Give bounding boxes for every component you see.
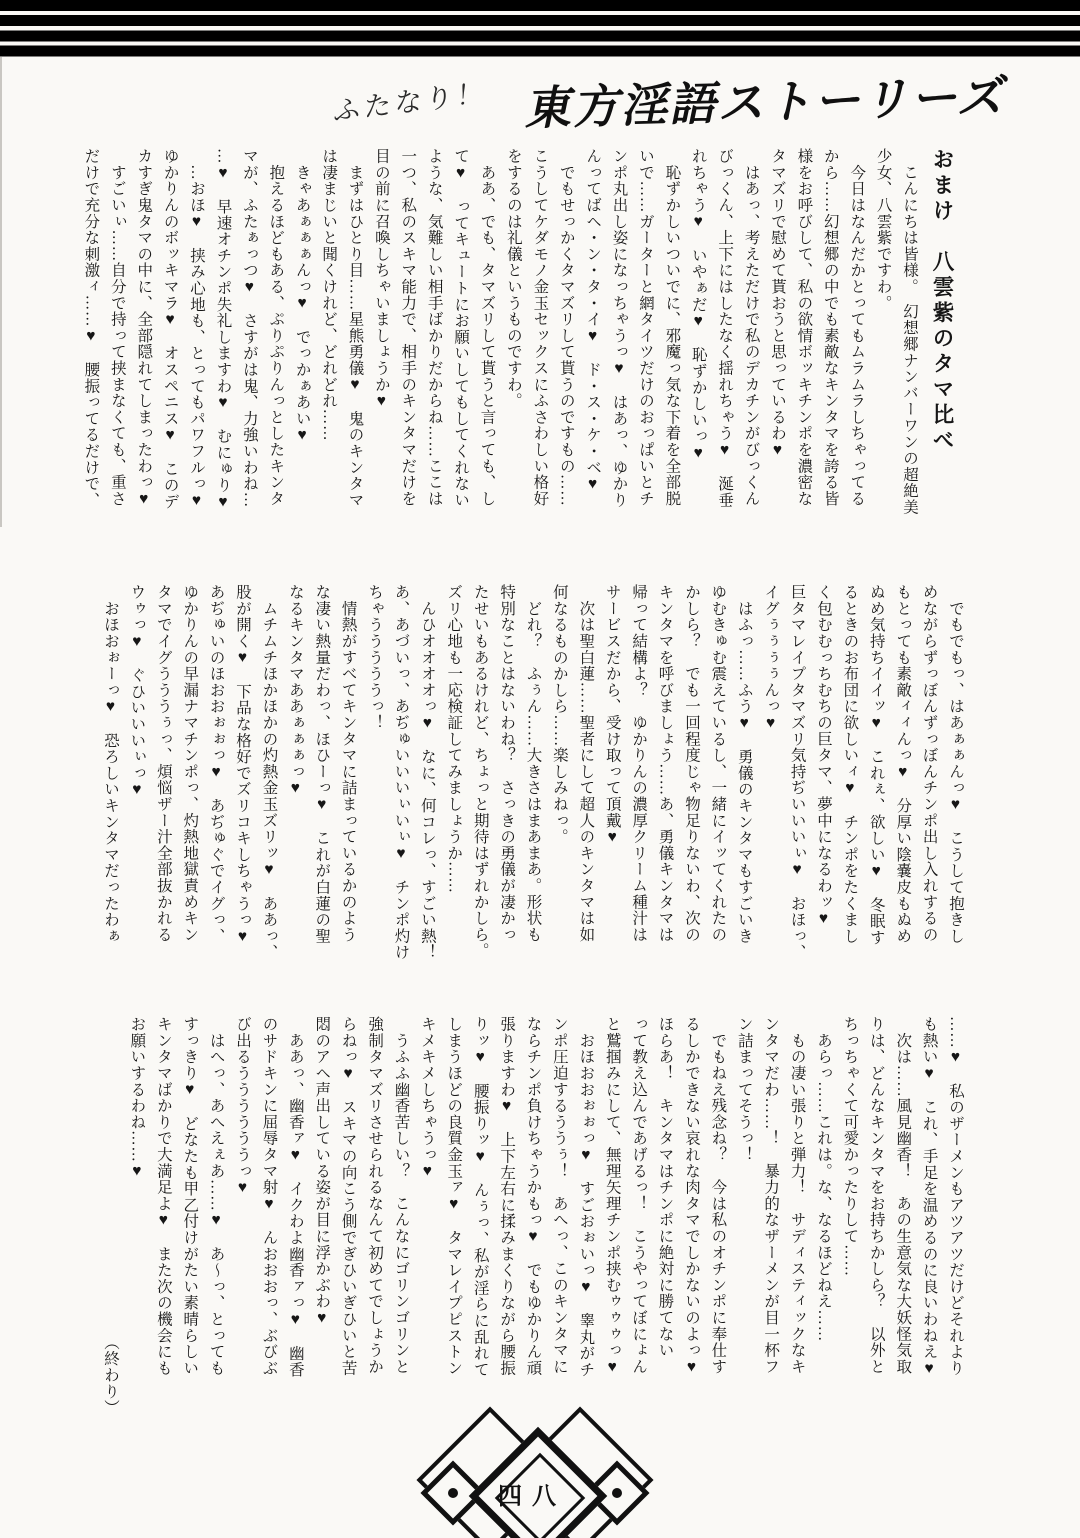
- text-column: ちゃうううううっ！: [366, 584, 384, 731]
- text-column: すっきり♥ どなたも甲乙付けがたい素晴らしい: [181, 1016, 199, 1377]
- text-column: ほらあ！ キンタマはチンポに絶対に勝てない: [656, 1016, 674, 1359]
- text-column: 張りますわ♥ 上下左右に揉みまくりながら腰振: [498, 1016, 516, 1377]
- text-column: をするのは礼儀というものですわ。: [504, 148, 522, 409]
- text-column: りッ♥ 腰振りッ♥ んぅっ、私が淫らに乱れて: [471, 1016, 489, 1378]
- text-column: らねっ♥ スキマの向こう側でぎひいぎひいと苦: [339, 1016, 357, 1377]
- text-column: ……♥ 私のザーメンもアツアツだけどそれより: [947, 1016, 964, 1377]
- text-column: 情熱がすべてキンタマに詰まっているかのよう: [339, 584, 357, 943]
- text-column: しまうほどの良質金玉ァ♥ タマレイプピストン: [445, 1016, 463, 1377]
- text-column: キンタマを呼びましょう……あ、勇儀キンタマは: [656, 584, 674, 943]
- text-block-1: [77, 148, 968, 592]
- text-column: な凄い熱量だわっ、ほひーっ♥ これが白蓮の聖: [313, 584, 331, 945]
- text-column: のサドキンに屈辱タマ射♥ んおおおっ、ぶびぶ: [260, 1016, 278, 1377]
- text-column: …♥ 早速オチンポ失礼しますわ♥ むにゅり♥: [214, 148, 232, 512]
- text-column: キメキメしちゃうっ♥: [418, 1016, 436, 1181]
- text-column: ムチムチほかほかの灼熱金玉ズリッ♥ ああっ、: [260, 584, 278, 961]
- text-column: て♥ ってキュートにお願いしてもしてくれない: [452, 148, 470, 509]
- top-stripes-decoration: [0, 0, 1080, 57]
- text-column: こんにちは皆様。 幻想郷ナンバーワンの超絶美: [901, 148, 918, 516]
- text-column: 帰って結構よ？ ゆかりんの濃厚クリーム種汁は: [630, 584, 648, 943]
- text-column: ような、気難しい相手ばかりだからね……ここは: [425, 148, 443, 507]
- text-column: タマズリで慰めて貰おうと思っているわ♥: [768, 148, 786, 460]
- text-column: 次は聖白蓮……聖者にして超人のキンタマは如: [577, 584, 595, 943]
- section-heading: おまけ 八雲紫のタマ比べ: [930, 148, 954, 454]
- text-column: 抱えるほどもある、ぷりぷりんっとしたキンタ: [267, 148, 285, 507]
- text-column: もの凄い張りと弾力！ サディスティックなキ: [788, 1016, 806, 1375]
- text-column: カすぎ鬼タマの中に、全部隠れてしまったわっ♥: [135, 148, 153, 509]
- text-column: なるキンタマああぁぁぁっ♥: [286, 584, 304, 798]
- text-column: はへっ、あへえぇあ……♥ あ～っ、とっても: [207, 1016, 225, 1377]
- text-column: どれ？ ふぅん……大きさはまあまあ。形状も: [524, 584, 542, 943]
- text-column: でもせっかくタマズリして貰うのですもの……: [557, 148, 575, 507]
- text-column: あ、あづいっ、あぢゅいいいぃいぃ♥ チンポ灼け: [392, 584, 410, 961]
- text-column: だけで充分な刺激ィ……♥ 腰振ってるだけで、: [82, 148, 100, 509]
- text-column: あぢゅいのほおおぉぉっ♥ あぢゅぐでイグっ、: [207, 584, 225, 945]
- title: [332, 66, 1014, 135]
- text-column: く包むむっちむちの巨タマ、夢中になるわッ♥: [814, 584, 832, 928]
- text-column: りは、どんなキンタマをお持ちかしら？ 以外と: [867, 1016, 885, 1375]
- text-column: ンポ圧迫するううぅ！ あへっ、このキンタマに: [550, 1016, 568, 1375]
- text-column: かしら？ でも一回程度じゃ物足りないわ、次の: [682, 584, 700, 943]
- text-block-3: [97, 1016, 968, 1460]
- text-column: …おほ♥ 挟み心地も、とってもパワフルっ♥: [188, 148, 206, 510]
- text-column: はあっ、考えただけで私のデカチンがびっくん: [742, 148, 760, 507]
- text-column: 何なるものかしら……楽しみねっ。: [550, 584, 568, 845]
- text-column: れちゃう♥ いやぁだ♥ 恥ずかしいっ♥: [689, 148, 707, 463]
- text-column: （終わり）: [102, 1016, 119, 1416]
- text-column: って教え込んであげるっ！ こうやってぼにょん: [630, 1016, 648, 1375]
- text-column: まずはひとり目……星熊勇儀♥ 鬼のキンタマ: [346, 148, 364, 509]
- text-column: きゃあぁぁぁんっ♥ でっかぁあい♥: [293, 148, 311, 445]
- text-column: あらっ……これは。な、なるほどねえ……: [814, 1016, 832, 1342]
- text-column: めながらずっぼんずっぼんチンポ出し入れするの: [920, 584, 938, 943]
- text-column: ゆかりんのボッキマラ♥ オスペニス♥ このデ: [161, 148, 179, 510]
- text-column: イグぅぅぅぅんっ♥: [762, 584, 780, 733]
- title-script: ふたなり！: [332, 76, 489, 127]
- text-column: ンタマだわ……！ 暴力的なザーメンが目一杯フ: [762, 1016, 780, 1375]
- text-column: でもねえ残念ね？ 今は私のオチンポに奉仕す: [709, 1016, 727, 1375]
- text-column: こうしてケダモノ金玉セックスにふさわしい格好: [531, 148, 549, 507]
- text-column: お願いするわね……♥: [128, 1016, 146, 1181]
- text-column: ああっ、幽香ァ♥ イクわよ幽香ァっ♥ 幽香: [286, 1016, 304, 1378]
- page-number: 四八: [498, 1484, 566, 1510]
- text-column: んひオオオオっ♥ なに、何コレっ、すごい熱！: [418, 584, 436, 961]
- text-column: るしかできない哀れな肉タマでしかないのよっ♥: [682, 1016, 700, 1377]
- text-column: ゆむきゅむ震えているし、一緒にイッてくれたの: [709, 584, 727, 943]
- text-column: 巨タマレイプタマズリ気持ぢいいいぃ♥ おほっ、: [788, 584, 806, 961]
- text-column: ならチンポ負けちゃうかもっ♥ でもゆかりん頑: [524, 1016, 542, 1377]
- text-column: びっくん、上下にはしたなく揺れちゃう♥ 涎垂: [716, 148, 734, 509]
- text-column: 特別なことはないわね？ さっきの勇儀が凄かっ: [498, 584, 516, 943]
- text-column: 今日はなんだかとってもムラムラしちゃってる: [848, 148, 866, 507]
- text-column: ズリ心地も一応検証してみましょうか……: [445, 584, 463, 894]
- text-column: 目の前に召喚しちゃいましょうか♥: [372, 148, 390, 411]
- text-column: ゆかりんの早漏ナマチンポっ、灼熱地獄責めキン: [181, 584, 199, 943]
- text-column: いで……ガーターと網タイツだけのおっぱいとチ: [636, 148, 654, 507]
- text-column: うふふ幽香苦しい？ こんなにゴリンゴリンと: [392, 1016, 410, 1375]
- text-column: は凄まじいと聞くけれど、どれどれ……: [320, 148, 338, 442]
- text-column: ン詰まってそうっ！: [735, 1016, 753, 1163]
- text-column: サービスだから、受け取って頂戴♥: [603, 584, 621, 847]
- text-column: ンポ丸出し姿になっちゃうっ♥ はあっ、ゆかり: [610, 148, 628, 509]
- text-column: 強制タマズリさせられるなんて初めてでしょうか: [366, 1016, 384, 1375]
- text-column: でもでもっ、はあぁぁんっ♥ こうして抱きし: [947, 584, 964, 945]
- text-column: 少女、八雲紫ですわ。: [874, 148, 892, 311]
- text-column: 次は……風見幽香！ あの生意気な大妖怪気取: [894, 1016, 912, 1375]
- text-column: はふっ……ふう♥ 勇儀のキンタマもすごいき: [735, 584, 753, 945]
- text-column: も熱い♥ これ、手足を温めるのに良いわねえ♥: [920, 1016, 938, 1378]
- text-column: すごいぃ……自分で持って挟まなくても、重さ: [108, 148, 126, 507]
- text-column: もとっても素敵ィィんっ♥ 分厚い陰嚢皮もぬめ: [894, 584, 912, 945]
- text-column: ちっちゃくて可愛かったりして……: [841, 1016, 859, 1277]
- text-column: ああ、でも、タマズリして貰うと言っても、し: [478, 148, 496, 507]
- text-column: び出るううううううっ♥: [234, 1016, 252, 1197]
- text-column: 股が開く♥ 下品な格好でズリコキしちゃうっ♥: [234, 584, 252, 946]
- title-main: 東方淫語ストーリーズ: [523, 70, 1014, 135]
- text-column: と鷲掴みにして、無理矢理チンポ挟むゥゥゥっ♥: [603, 1016, 621, 1377]
- text-column: 様をお呼びして、私の欲情ボッキチンポを濃密な: [795, 148, 813, 507]
- text-block-2: [97, 584, 968, 1028]
- ornament-dot-left: [448, 1488, 458, 1498]
- text-column: キンタマばかりで大満足よ♥ また次の機会にも: [154, 1016, 172, 1377]
- text-column: 恥ずかしいついでに、邪魔っ気な下着を全部脱: [663, 148, 681, 507]
- text-column: るときのお布団に欲しいィ♥ チンポをたくまし: [841, 584, 859, 945]
- text-column: 一つ、私のスキマ能力で、相手のキンタマだけを: [399, 148, 417, 507]
- text-column: タマでイグうううぅっ、煩悩ザー汁全部抜かれる: [154, 584, 172, 943]
- text-column: んってばヘ・ン・タ・イ♥ ド・ス・ケ・ベ♥: [584, 148, 602, 494]
- text-column: ウゥっ♥ ぐひいいいぃっ♥: [128, 584, 146, 799]
- text-column: 悶のアヘ声出している姿が目に浮かぶわ♥: [313, 1016, 331, 1328]
- scan-edge-artifact: [0, 57, 2, 527]
- text-column: おほおぉーっ♥ 恐ろしいキンタマだったわぁ: [102, 584, 119, 945]
- text-column: マが、ふたぁっつ♥ さすがは鬼、力強いわね…: [240, 148, 258, 509]
- ornament-dot-right: [612, 1488, 622, 1498]
- text-column: ぬめ気持ちイイッ♥ これぇ、欲しい♥ 冬眠す: [867, 584, 885, 946]
- text-column: おほおおぉぉっ♥ すごおぉいっ♥ 睾丸がチ: [577, 1016, 595, 1378]
- text-column: から……幻想郷の中でも素敵なキンタマを誇る皆: [821, 148, 839, 507]
- text-column: たせいもあるけれど、ちょっと期待はずれかしら。: [471, 584, 489, 959]
